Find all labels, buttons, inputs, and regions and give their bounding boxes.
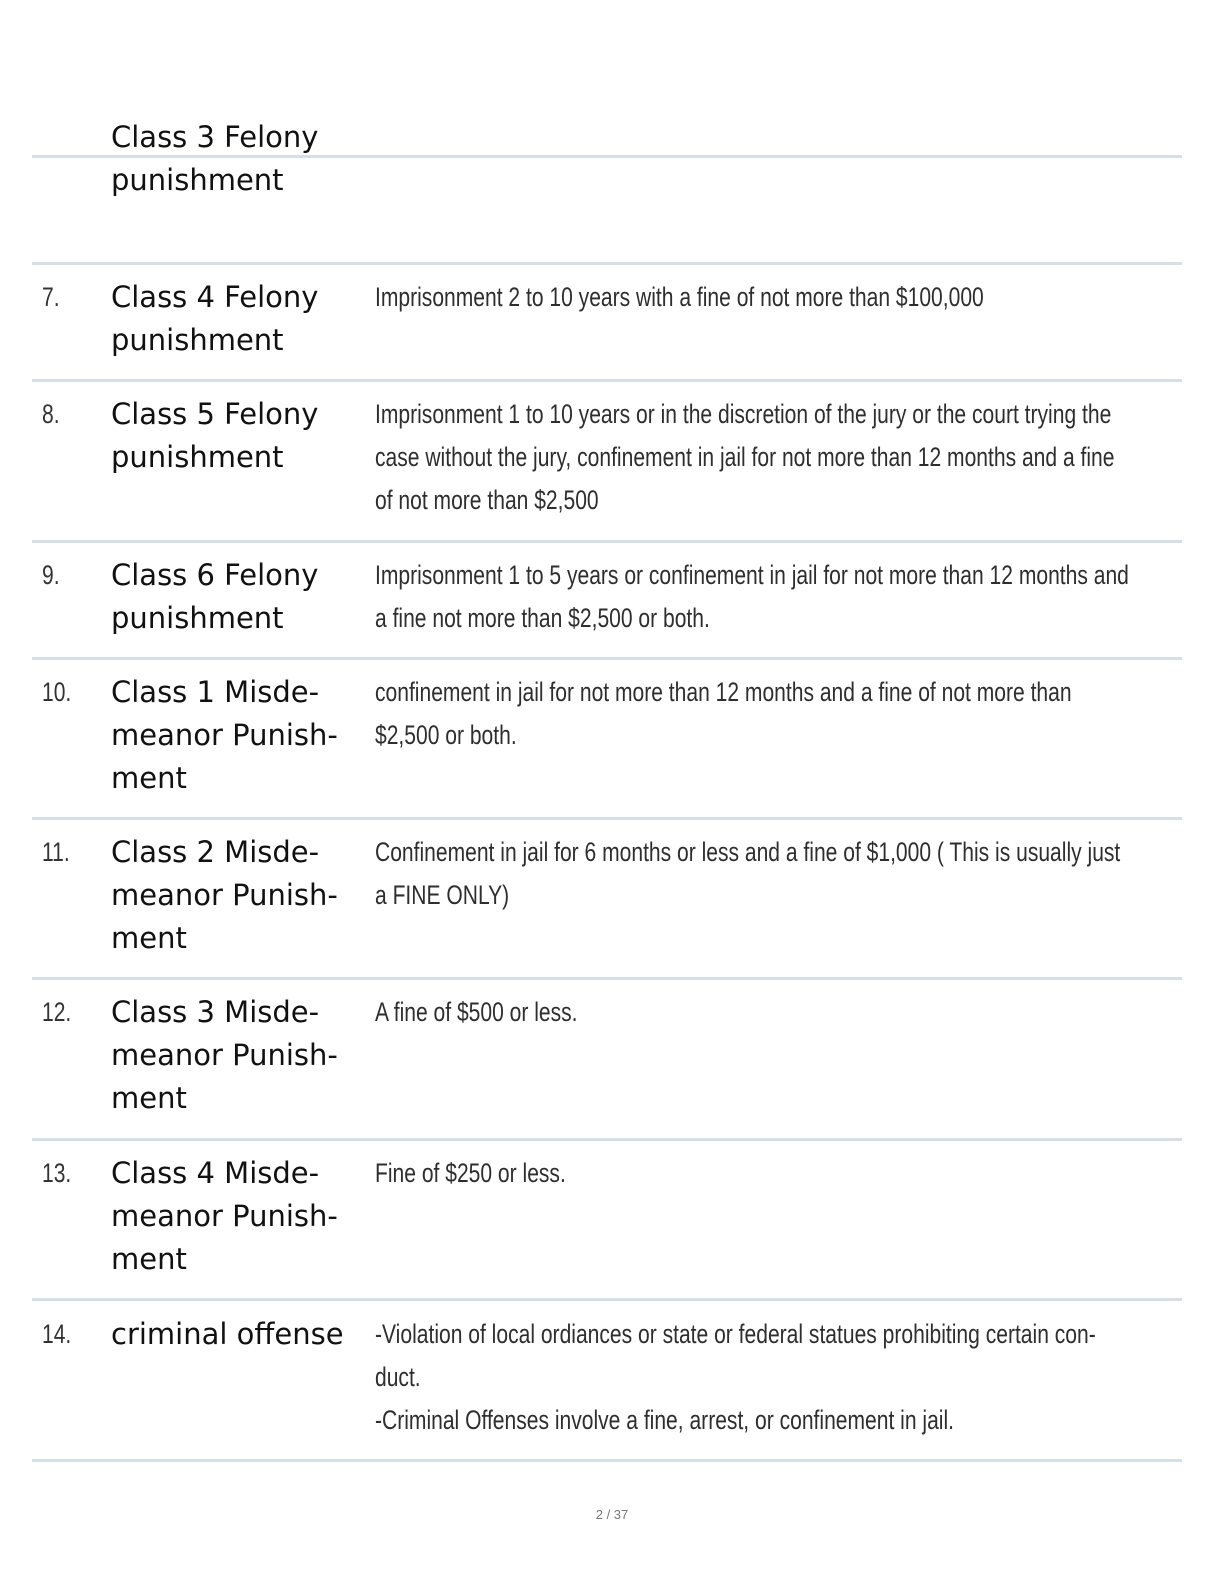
card-term: Class 6 Felony punishment bbox=[111, 558, 319, 635]
card-definition: Imprisonment 1 to 10 years or in the discretion of the jury or the court trying the case without the jury, confinement in jail for not more than 12 months and a fine of not more than $2,500 bbox=[375, 399, 1115, 515]
row-divider bbox=[32, 262, 1182, 265]
card-number: 7. bbox=[42, 282, 60, 312]
row-divider bbox=[32, 1138, 1182, 1141]
card-definition: Imprisonment 1 to 5 years or confinement in jail for not more than 12 months and a fine not more than $2,500 or both. bbox=[375, 560, 1129, 633]
card-term: Class 2 Misde-meanor Punish-ment bbox=[111, 835, 338, 955]
flashcard-row bbox=[32, 276, 1182, 376]
card-number: 8. bbox=[42, 399, 60, 429]
row-divider bbox=[32, 1298, 1182, 1301]
flashcard-row bbox=[32, 671, 1182, 811]
card-number: 14. bbox=[42, 1319, 72, 1349]
card-definition: confinement in jail for not more than 12 months and a fine of not more than $2,500 or both. bbox=[375, 677, 1072, 750]
page-number: 2 / 37 bbox=[595, 1507, 629, 1522]
row-divider bbox=[32, 657, 1182, 660]
flashcard-row bbox=[32, 116, 1182, 226]
card-term: Class 5 Felony punishment bbox=[111, 397, 319, 474]
card-number: 11. bbox=[42, 837, 70, 867]
card-term: criminal offense bbox=[111, 1317, 344, 1351]
card-term: Class 1 Misde-meanor Punish-ment bbox=[111, 675, 338, 795]
flashcard-row bbox=[32, 1313, 1182, 1453]
card-definition: Confinement in jail for 6 months or less and a fine of $1,000 ( This is usually just a FINE ONLY) bbox=[375, 837, 1121, 910]
flashcard-row bbox=[32, 393, 1182, 533]
flashcard-row bbox=[32, 991, 1182, 1131]
flashcard-row bbox=[32, 554, 1182, 654]
card-number: 9. bbox=[42, 560, 60, 590]
card-definition: -Violation of local ordiances or state or federal statues prohibiting certain con- duct. -Criminal Offenses involve a fine, arrest, or confinement in jail. bbox=[375, 1319, 1096, 1435]
card-definition: Fine of $250 or less. bbox=[375, 1158, 566, 1188]
card-term: Class 3 Misde-meanor Punish-ment bbox=[111, 995, 338, 1115]
card-definition: A fine of $500 or less. bbox=[375, 997, 578, 1027]
row-divider bbox=[32, 817, 1182, 820]
card-term: Class 3 Felony punishment bbox=[111, 120, 319, 197]
card-number: 13. bbox=[42, 1158, 72, 1188]
card-number: 12. bbox=[42, 997, 72, 1027]
card-definition: Imprisonment 2 to 10 years with a fine of not more than $100,000 bbox=[375, 282, 984, 312]
card-term: Class 4 Felony punishment bbox=[111, 280, 319, 357]
card-number: 10. bbox=[42, 677, 72, 707]
row-divider bbox=[32, 1459, 1182, 1462]
flashcard-row bbox=[32, 831, 1182, 971]
card-term: Class 4 Misde-meanor Punish-ment bbox=[111, 1156, 338, 1276]
row-divider bbox=[32, 379, 1182, 382]
row-divider bbox=[32, 155, 1182, 158]
flashcard-row bbox=[32, 1152, 1182, 1292]
row-divider bbox=[32, 540, 1182, 543]
row-divider bbox=[32, 977, 1182, 980]
